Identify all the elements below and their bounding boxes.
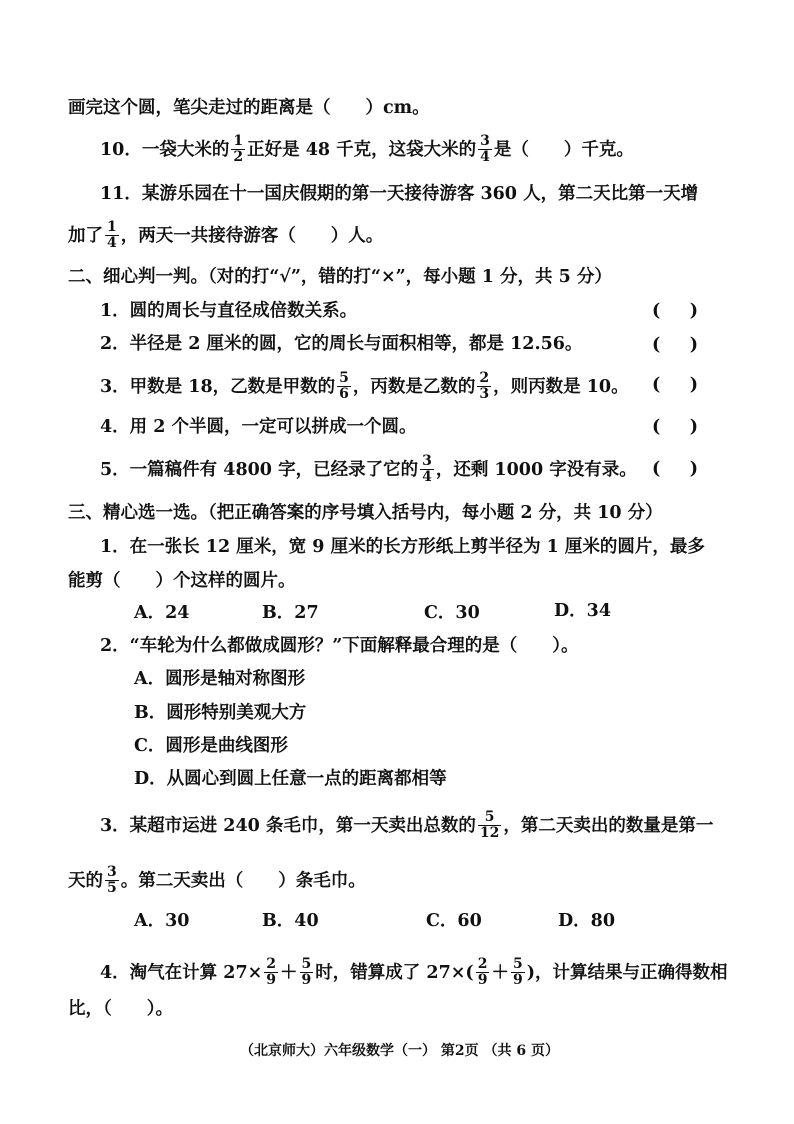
option-c[interactable]: C．圆形是曲线图形 — [134, 736, 288, 756]
judge-item-5: 5．一篇稿件有 4800 字，已经录了它的 $\frac{3}{4}$ ，还剩 1000 字没有录。 — [100, 453, 637, 485]
answer-parentheses[interactable]: ( ) — [652, 459, 698, 479]
choice-question-4-line1: 4．淘气在计算 27× $\frac{2}{9}$ ＋ $\frac{5}{9}$ 时，错算成了 27×( $\frac{2}{9}$ ＋ $\frac{5}{9}$ )，计算结果与正确得数相 — [100, 956, 728, 988]
choice-question-2: 2．“车轮为什么都做成圆形？”下面解释最合理的是（ ）。 — [100, 636, 579, 656]
option-b[interactable]: B．40 — [262, 911, 319, 931]
judge-item-1: 1．圆的周长与直径成倍数关系。 — [100, 301, 358, 321]
option-d[interactable]: D．34 — [554, 601, 612, 621]
fraction: $\frac{2}{9}$ — [477, 956, 488, 988]
answer-parentheses[interactable]: ( ) — [652, 301, 698, 321]
choice-question-3-line1: 3．某超市运进 240 条毛巾，第一天卖出总数的 $\frac{5}{12}$ ，第二天卖出的数量是第一 — [100, 809, 714, 841]
option-b[interactable]: B．27 — [262, 603, 319, 623]
fraction: $\frac{3}{4}$ — [422, 453, 432, 485]
option-c[interactable]: C．60 — [426, 911, 482, 931]
option-c[interactable]: C．30 — [424, 603, 480, 623]
answer-parentheses[interactable]: ( ) — [652, 417, 698, 437]
choice-question-1-line1: 1．在一张长 12 厘米，宽 9 厘米的长方形纸上剪半径为 1 厘米的圆片，最多 — [100, 537, 705, 557]
fraction: $\frac{5}{9}$ — [301, 956, 312, 988]
judge-item-2: 2．半径是 2 厘米的圆，它的周长与面积相等，都是 12.56。 — [100, 334, 583, 354]
option-d[interactable]: D．80 — [558, 911, 616, 931]
question-9-continuation: 画完这个圆，笔尖走过的距离是（ ）cm。 — [68, 98, 430, 118]
option-b[interactable]: B．圆形特别美观大方 — [134, 703, 307, 723]
fraction: $\frac{2}{3}$ — [479, 370, 490, 402]
page-footer: （北京师大）六年级数学（一） 第2页 （共 6 页） — [240, 1043, 559, 1059]
judge-item-4: 4．用 2 个半圆，一定可以拼成一个圆。 — [100, 417, 417, 437]
judge-item-3: 3．甲数是 18，乙数是甲数的 $\frac{5}{6}$ ，丙数是乙数的 $\frac{2}{3}$ ，则丙数是 10。 — [100, 370, 629, 402]
fraction: $\frac{1}{4}$ — [107, 219, 117, 251]
answer-parentheses[interactable]: ( ) — [652, 375, 698, 395]
choice-question-1-line2: 能剪（ ）个这样的圆片。 — [68, 571, 296, 591]
fraction: $\frac{3}{4}$ — [480, 133, 490, 165]
fraction: $\frac{1}{2}$ — [233, 133, 244, 165]
fraction: $\frac{2}{9}$ — [266, 956, 277, 988]
fraction: $\frac{5}{6}$ — [339, 370, 349, 402]
choice-question-4-line2: 比，（ ）。 — [68, 999, 173, 1019]
question-11-line2: 加了 $\frac{1}{4}$ ，两天一共接待游客（ ）人。 — [68, 219, 384, 251]
question-11-line1: 11．某游乐园在十一国庆假期的第一天接待游客 360 人，第二天比第一天增 — [100, 184, 699, 204]
option-d[interactable]: D．从圆心到圆上任意一点的距离都相等 — [134, 769, 447, 789]
question-10: 10．一袋大米的 $\frac{1}{2}$ 正好是 48 千克，这袋大米的 $\frac{3}{4}$ 是（ ）千克。 — [100, 133, 634, 165]
fraction: $\frac{5}{12}$ — [479, 809, 500, 841]
choice-question-3-line2: 天的 $\frac{3}{5}$ 。第二天卖出（ ）条毛巾。 — [68, 864, 366, 896]
option-a[interactable]: A．圆形是轴对称图形 — [134, 669, 306, 689]
answer-parentheses[interactable]: ( ) — [652, 335, 698, 355]
option-a[interactable]: A．30 — [134, 911, 190, 931]
section-3-heading: 三、精心选一选。（把正确答案的序号填入括号内，每小题 2 分，共 10 分） — [68, 503, 663, 523]
option-a[interactable]: A．24 — [134, 603, 190, 623]
fraction: $\frac{3}{5}$ — [107, 864, 117, 896]
section-2-heading: 二、细心判一判。（对的打“√”，错的打“×”，每小题 1 分，共 5 分） — [68, 267, 612, 287]
fraction: $\frac{5}{9}$ — [512, 956, 523, 988]
